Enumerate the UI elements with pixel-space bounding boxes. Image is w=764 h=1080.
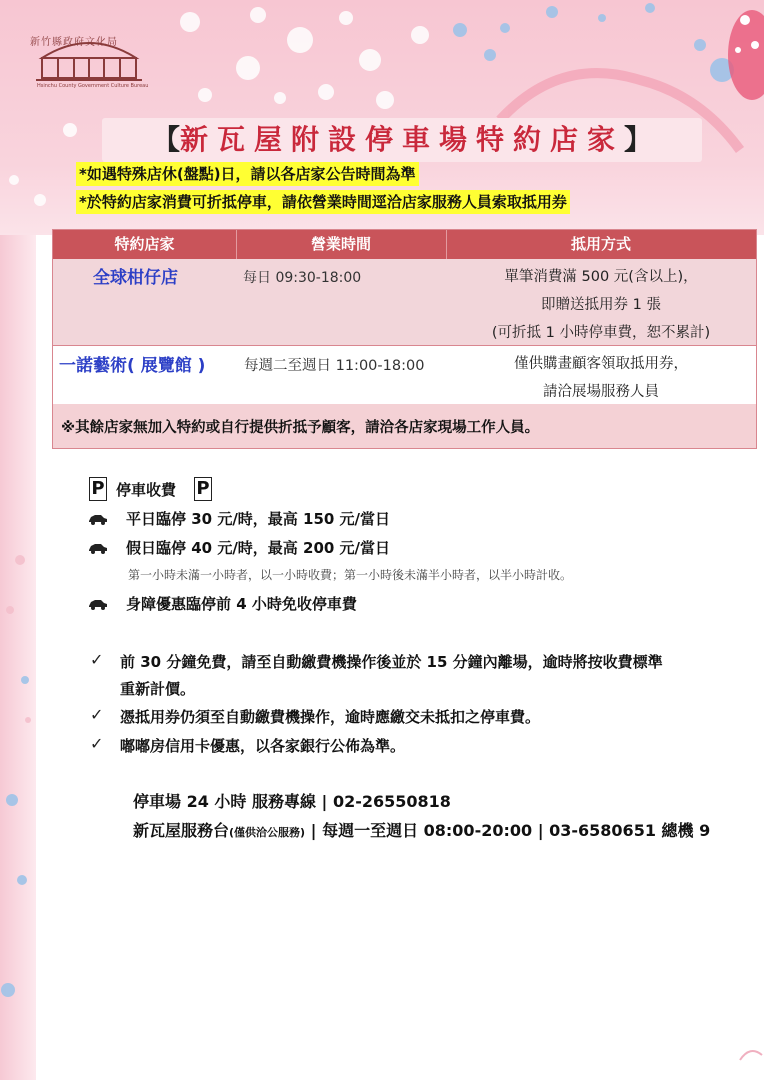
service-desk-line [133,818,710,841]
header-store: 特約店家 [53,230,237,259]
service-desk-hours-phone: | 每週一至週日 08:00-20:00 | 03-6580651 總機 9 [305,821,711,840]
table-footnote-row [53,404,756,448]
store-name: 全球柑仔店 [93,268,178,288]
service-desk-note: (僅供洽公服務) [229,826,306,839]
check-icon: ✓ [90,705,104,724]
disability-discount: 身障優惠臨停前 4 小時免收停車費 [126,595,357,613]
logo-text: 新竹縣政府文化局 [30,37,118,48]
notice-parking-discount: *於特約店家消費可折抵停車，請依營業時間逕洽店家服務人員索取抵用券 [76,190,570,214]
parking-p-icon: P [89,477,107,501]
logo-caption: Hsinchu County Government Culture Bureau [37,83,149,89]
title-close-bracket: 】 [624,123,653,156]
rate-note: 第一小時未滿一小時者，以一小時收費；第一小時後未滿半小時者，以半小時計收。 [128,568,573,582]
header-method: 抵用方式 [570,235,631,253]
header-hours: 營業時間 [236,230,447,259]
store-method-line: 僅供購畫顧客領取抵用券， [514,356,688,372]
table-footnote: ※其餘店家無加入特約或自行提供折抵予顧客，請洽各店家現場工作人員。 [61,420,540,436]
car-icon [88,542,108,554]
rule-free-30min: 前 30 分鐘免費，請至自動繳費機操作後並於 15 分鐘內離場，逾時將按收費標準 [120,653,663,671]
title-open-bracket: 【 [151,123,180,156]
car-icon [88,598,108,610]
store-name: 一諾藝術( 展覽館 ) [59,356,206,376]
title-text: 新瓦屋附設停車場特約店家 [179,123,624,156]
weekday-rate: 平日臨停 30 元/時，最高 150 元/當日 [126,510,391,528]
notice-store-closure: *如遇特殊店休(盤點)日，請以各店家公告時間為準 [76,162,419,186]
parking-p-icon: P [194,477,212,501]
parking-fee-title: 停車收費 [116,481,177,499]
store-hours: 每週二至週日 11:00-18:00 [244,358,425,374]
store-hours: 每日 09:30-18:00 [243,270,362,286]
store-method-line: (可折抵 1 小時停車費，恕不累計) [491,325,711,341]
store-method-line: 請洽展場服務人員 [543,384,659,400]
holiday-rate: 假日臨停 40 元/時，最高 200 元/當日 [126,539,391,557]
rule-free-30min-cont: 重新計價。 [120,680,196,698]
check-icon: ✓ [90,650,104,669]
check-icon: ✓ [90,734,104,753]
service-desk-name: 新瓦屋服務台 [133,821,230,840]
table-header [53,230,756,259]
parking-service-line: 停車場 24 小時 服務專線 | 02-26550818 [133,792,451,811]
table-row [53,345,756,405]
store-method-line: 單筆消費滿 500 元(含以上)， [504,269,698,285]
rule-credit-card: 嘟嘟房信用卡優惠，以各家銀行公佈為準。 [120,737,406,755]
partner-stores-table [52,229,757,449]
rule-voucher: 憑抵用券仍須至自動繳費機操作，逾時應繳交未抵扣之停車費。 [120,708,541,726]
car-icon [88,513,108,525]
table-row [53,259,756,345]
page-title [102,118,702,162]
store-method-line: 即贈送抵用券 1 張 [541,297,661,313]
